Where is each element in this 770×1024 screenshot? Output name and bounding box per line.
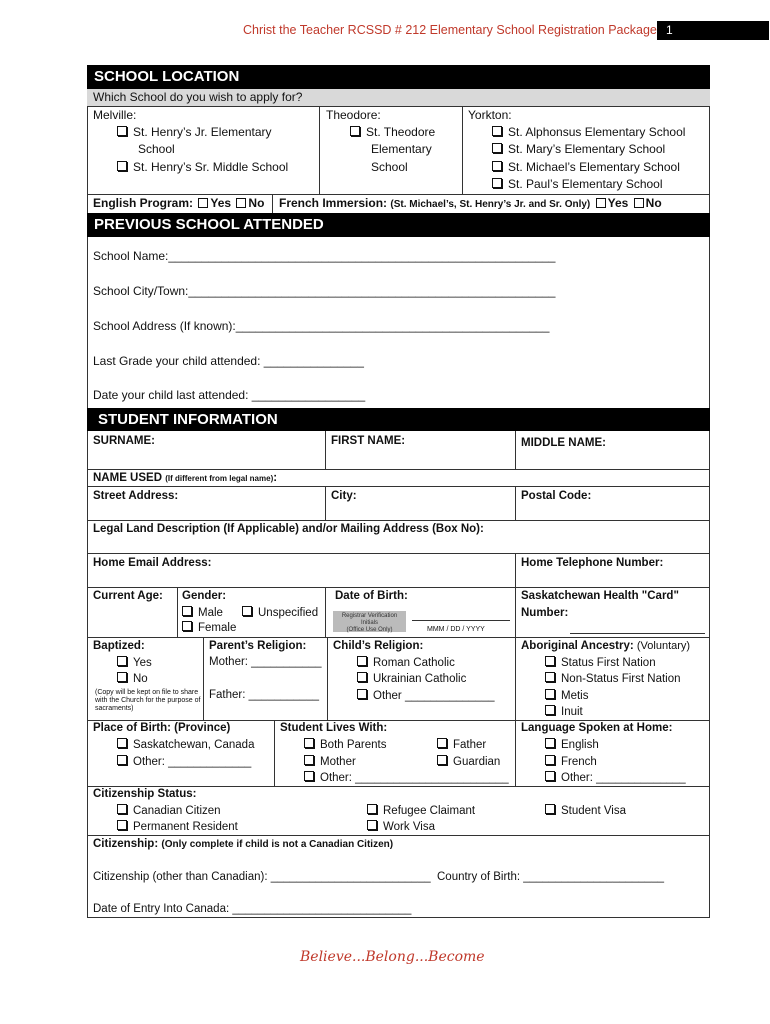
checkbox-icon[interactable]: [545, 705, 555, 715]
citizenship-label: Citizenship: (Only complete if child is not a Canadian Citizen): [93, 838, 394, 850]
phone-label: Home Telephone Number:: [521, 557, 664, 569]
page-number-box: [657, 21, 769, 40]
checkbox-icon[interactable]: [350, 126, 360, 136]
gender-label: Gender:: [182, 590, 227, 602]
checkbox-icon[interactable]: [304, 771, 314, 781]
theodore-label: Theodore:: [326, 108, 381, 122]
checkbox-icon[interactable]: [545, 689, 555, 699]
language-french[interactable]: French: [545, 755, 597, 768]
language-english[interactable]: English: [545, 738, 599, 751]
mother-religion-field[interactable]: Mother: ___________: [209, 656, 322, 668]
baptized-yes[interactable]: Yes: [117, 656, 152, 669]
first-name-label: FIRST NAME:: [331, 435, 406, 447]
option-text: School: [371, 160, 408, 174]
entry-date-field[interactable]: Date of Entry Into Canada: ____________________________: [93, 903, 412, 915]
checkbox-icon[interactable]: [117, 656, 127, 666]
aboriginal-metis[interactable]: Metis: [545, 689, 588, 702]
checkbox-icon[interactable]: [117, 126, 127, 136]
school-location-heading: SCHOOL LOCATION: [87, 65, 710, 89]
gender-male[interactable]: Male: [182, 606, 223, 619]
city-label: City:: [331, 490, 357, 502]
checkbox-icon[interactable]: [545, 771, 555, 781]
gender-female[interactable]: Female: [182, 621, 236, 634]
option-st-pauls[interactable]: St. Paul’s Elementary School: [492, 177, 663, 191]
registrar-stamp: Registrar Verification Initials (Office Use Only): [333, 611, 406, 632]
checkbox-icon[interactable]: [634, 198, 644, 208]
gender-unspecified[interactable]: Unspecified: [242, 606, 318, 619]
checkbox-icon[interactable]: [437, 738, 447, 748]
checkbox-icon[interactable]: [182, 606, 192, 616]
checkbox-icon[interactable]: [357, 689, 367, 699]
dob-format: MMM / DD / YYYY: [427, 626, 485, 633]
option-st-henrys-sr[interactable]: St. Henry’s Sr. Middle School: [117, 160, 288, 174]
previous-school-heading: PREVIOUS SCHOOL ATTENDED: [87, 213, 710, 237]
checkbox-icon[interactable]: [117, 820, 127, 830]
father-religion-field[interactable]: Father: ___________: [209, 689, 319, 701]
last-date-field[interactable]: Date your child last attended: _________________: [93, 388, 366, 402]
age-label: Current Age:: [93, 590, 163, 602]
french-immersion: French Immersion: (St. Michael’s, St. Henry’s Jr. and Sr. Only) Yes No: [279, 196, 662, 210]
status-refugee[interactable]: Refugee Claimant: [367, 804, 475, 817]
baptized-label: Baptized:: [93, 640, 145, 652]
checkbox-icon[interactable]: [367, 820, 377, 830]
health-card-label-2: Number:: [521, 607, 569, 619]
child-religion-label: Child’s Religion:: [333, 640, 424, 652]
option-st-michaels[interactable]: St. Michael’s Elementary School: [492, 160, 680, 174]
baptized-no[interactable]: No: [117, 672, 148, 685]
lives-other[interactable]: Other: ________________________: [304, 771, 509, 784]
melville-label: Melville:: [93, 108, 137, 122]
aboriginal-label: Aboriginal Ancestry: (Voluntary): [521, 640, 691, 652]
status-permanent[interactable]: Permanent Resident: [117, 820, 238, 833]
legal-land-label: Legal Land Description (If Applicable) and/or Mailing Address (Box No):: [93, 523, 484, 535]
religion-ukrainian-catholic[interactable]: Ukrainian Catholic: [357, 672, 466, 685]
birth-place-label: Place of Birth: (Province): [93, 722, 231, 734]
baptism-note: (Copy will be kept on file to share with the Church for the purpose of sacraments): [95, 689, 201, 712]
checkbox-icon[interactable]: [492, 178, 502, 188]
language-label: Language Spoken at Home:: [521, 722, 673, 734]
option-text: Elementary: [371, 142, 432, 156]
checkbox-icon[interactable]: [545, 738, 555, 748]
religion-other[interactable]: Other ______________: [357, 689, 495, 702]
document-title: Christ the Teacher RCSSD # 212 Elementary School Registration Package: [243, 23, 657, 37]
yorkton-label: Yorkton:: [468, 108, 512, 122]
postal-code-label: Postal Code:: [521, 490, 592, 502]
birth-other[interactable]: Other: _____________: [117, 755, 251, 768]
checkbox-icon[interactable]: [545, 755, 555, 765]
status-student-visa[interactable]: Student Visa: [545, 804, 626, 817]
language-other[interactable]: Other: ______________: [545, 771, 686, 784]
citizenship-other-field[interactable]: Citizenship (other than Canadian): _________________________: [93, 871, 431, 883]
lives-mother[interactable]: Mother: [304, 755, 356, 768]
citizenship-status-label: Citizenship Status:: [93, 788, 197, 800]
page-number: 1: [666, 23, 673, 37]
checkbox-icon[interactable]: [545, 804, 555, 814]
school-question: Which School do you wish to apply for?: [87, 89, 710, 106]
dob-label: Date of Birth:: [335, 590, 408, 602]
last-grade-field[interactable]: Last Grade your child attended: _______________: [93, 354, 364, 368]
religion-roman-catholic[interactable]: Roman Catholic: [357, 656, 455, 669]
checkbox-icon[interactable]: [242, 606, 252, 616]
school-address-field[interactable]: School Address (If known):_______________________________________________: [93, 319, 550, 333]
checkbox-icon[interactable]: [117, 755, 127, 765]
checkbox-icon[interactable]: [198, 198, 208, 208]
checkbox-icon[interactable]: [357, 656, 367, 666]
school-name-field[interactable]: School Name:__________________________________________________________: [93, 249, 556, 263]
option-st-theodore[interactable]: St. Theodore: [350, 125, 435, 139]
checkbox-icon[interactable]: [182, 621, 192, 631]
aboriginal-inuit[interactable]: Inuit: [545, 705, 583, 718]
checkbox-icon[interactable]: [367, 804, 377, 814]
checkbox-icon[interactable]: [492, 143, 502, 153]
status-canadian[interactable]: Canadian Citizen: [117, 804, 221, 817]
checkbox-icon[interactable]: [236, 198, 246, 208]
email-label: Home Email Address:: [93, 557, 212, 569]
option-st-marys[interactable]: St. Mary’s Elementary School: [492, 142, 665, 156]
country-of-birth-field[interactable]: Country of Birth: ______________________: [437, 871, 664, 883]
checkbox-icon[interactable]: [545, 672, 555, 682]
lives-father[interactable]: Father: [437, 738, 486, 751]
option-st-alphonsus[interactable]: St. Alphonsus Elementary School: [492, 125, 685, 139]
school-city-field[interactable]: School City/Town:_______________________________________________________: [93, 284, 556, 298]
aboriginal-non-status[interactable]: Non-Status First Nation: [545, 672, 681, 685]
health-card-label: Saskatchewan Health "Card": [521, 590, 679, 602]
student-info-heading: STUDENT INFORMATION: [87, 408, 710, 431]
parent-religion-label: Parent’s Religion:: [209, 640, 307, 652]
checkbox-icon[interactable]: [596, 198, 606, 208]
lives-both-parents[interactable]: Both Parents: [304, 738, 386, 751]
lives-guardian[interactable]: Guardian: [437, 755, 500, 768]
status-work-visa[interactable]: Work Visa: [367, 820, 435, 833]
middle-name-label: MIDDLE NAME:: [521, 437, 606, 449]
option-st-henrys-jr[interactable]: St. Henry’s Jr. Elementary: [117, 125, 272, 139]
option-text: School: [138, 142, 175, 156]
checkbox-icon[interactable]: [492, 161, 502, 171]
checkbox-icon[interactable]: [117, 804, 127, 814]
checkbox-icon[interactable]: [117, 672, 127, 682]
checkbox-icon[interactable]: [117, 161, 127, 171]
lives-with-label: Student Lives With:: [280, 722, 388, 734]
checkbox-icon[interactable]: [492, 126, 502, 136]
birth-sask[interactable]: Saskatchewan, Canada: [117, 738, 254, 751]
name-used-label: NAME USED (If different from legal name):: [93, 472, 278, 484]
checkbox-icon[interactable]: [545, 656, 555, 666]
street-address-label: Street Address:: [93, 490, 179, 502]
checkbox-icon[interactable]: [357, 672, 367, 682]
aboriginal-status[interactable]: Status First Nation: [545, 656, 656, 669]
checkbox-icon[interactable]: [437, 755, 447, 765]
surname-label: SURNAME:: [93, 435, 155, 447]
checkbox-icon[interactable]: [304, 738, 314, 748]
english-program: English Program: Yes No: [93, 196, 265, 210]
footer-motto: Believe...Belong...Become: [300, 949, 485, 965]
checkbox-icon[interactable]: [117, 738, 127, 748]
checkbox-icon[interactable]: [304, 755, 314, 765]
